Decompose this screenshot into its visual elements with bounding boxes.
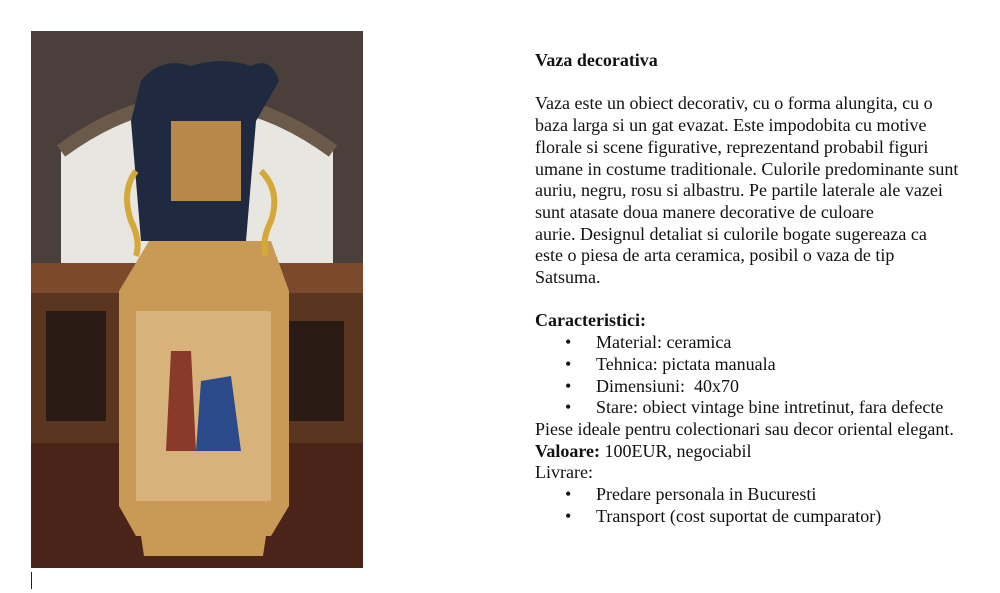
ideal-text: Piese ideale pentru colectionari sau decor oriental elegant. [535, 418, 954, 439]
description-line: florale si scene figurative, reprezentand probabil figuri [535, 136, 929, 157]
listing-text [535, 50, 995, 527]
description-line: umane in costume traditionale. Culorile predominante sunt [535, 158, 959, 179]
delivery-list [535, 484, 995, 527]
listing-title: Vaza decorativa [535, 50, 658, 70]
description-line: Vaza este un obiect decorativ, cu o forma alungita, cu o [535, 93, 933, 114]
features-heading: Caracteristici: [535, 310, 646, 331]
list-item [535, 332, 995, 354]
list-item [535, 484, 995, 506]
feature-text: Material: ceramica [596, 332, 732, 353]
feature-text: Stare: obiect vintage bine intretinut, fara defecte [596, 397, 944, 418]
price-value: 100EUR, negociabil [600, 440, 752, 461]
list-item [535, 506, 995, 528]
description [535, 93, 995, 288]
list-item [535, 397, 995, 419]
description-line: baza larga si un gat evazat. Este impodobita cu motive [535, 115, 927, 136]
feature-text: Tehnica: pictata manuala [596, 353, 776, 374]
delivery-text: Transport (cost suportat de cumparator) [596, 505, 882, 526]
description-line: Satsuma. [535, 267, 601, 288]
bullet: • [565, 353, 572, 374]
delivery-text: Predare personala in Bucuresti [596, 484, 817, 505]
description-line: auriu, negru, rosu si albastru. Pe partile laterale ale vazei [535, 180, 943, 201]
price-label: Valoare: [535, 440, 600, 461]
price [535, 441, 995, 463]
bullet: • [565, 332, 572, 353]
features-list [535, 332, 995, 419]
description-line: este o piesa de arta ceramica, posibil o vaza de tip [535, 245, 895, 266]
list-item [535, 376, 995, 398]
text-cursor [31, 572, 32, 589]
feature-text: Dimensiuni: 40x70 [596, 375, 739, 396]
bullet: • [565, 484, 572, 505]
vase-photo [31, 31, 363, 568]
bullet: • [565, 375, 572, 396]
list-item [535, 354, 995, 376]
delivery-heading: Livrare: [535, 462, 593, 483]
bullet: • [565, 397, 572, 418]
bullet: • [565, 505, 572, 526]
description-line: sunt atasate doua manere decorative de culoare [535, 201, 874, 222]
description-line: aurie. Designul detaliat si culorile bogate sugereaza ca [535, 223, 927, 244]
